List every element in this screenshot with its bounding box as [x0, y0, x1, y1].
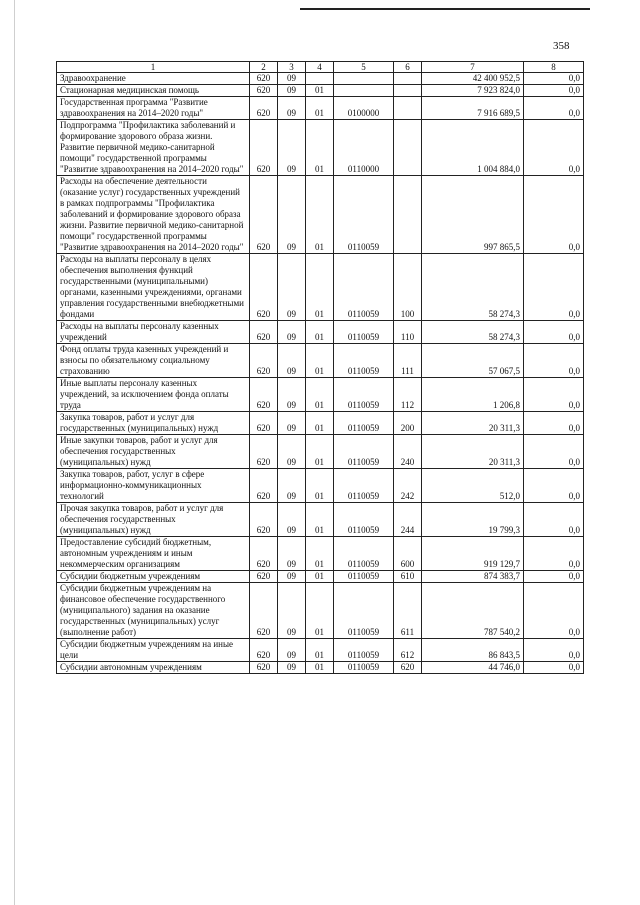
row-name-cell: Иные закупки товаров, работ и услуг для обеспечения государственных (муниципальных) нужд — [57, 435, 250, 469]
row-value-cell: 20 311,3 — [422, 435, 524, 469]
column-header: 4 — [306, 62, 334, 73]
row-value-cell: 0,0 — [524, 662, 584, 674]
row-value-cell: 01 — [306, 412, 334, 435]
row-value-cell: 620 — [250, 639, 278, 662]
row-value-cell: 01 — [306, 537, 334, 571]
row-value-cell: 86 843,5 — [422, 639, 524, 662]
row-value-cell: 57 067,5 — [422, 344, 524, 378]
row-value-cell: 0,0 — [524, 469, 584, 503]
row-value-cell: 0110059 — [334, 639, 394, 662]
row-value-cell: 612 — [394, 639, 422, 662]
row-value-cell: 01 — [306, 120, 334, 176]
row-name-cell: Предоставление субсидий бюджетным, автономным учреждениям и иным некоммерческим организациям — [57, 537, 250, 571]
budget-table — [56, 61, 584, 674]
row-value-cell — [394, 176, 422, 254]
row-value-cell: 0100000 — [334, 97, 394, 120]
row-value-cell: 620 — [250, 97, 278, 120]
row-value-cell: 620 — [250, 469, 278, 503]
row-value-cell: 240 — [394, 435, 422, 469]
row-name-cell: Закупка товаров, работ и услуг для государственных (муниципальных) нужд — [57, 412, 250, 435]
row-value-cell: 01 — [306, 176, 334, 254]
row-value-cell: 0110059 — [334, 321, 394, 344]
row-value-cell: 110 — [394, 321, 422, 344]
row-value-cell: 42 400 952,5 — [422, 73, 524, 85]
row-value-cell: 874 383,7 — [422, 571, 524, 583]
row-value-cell: 112 — [394, 378, 422, 412]
row-value-cell: 01 — [306, 639, 334, 662]
row-value-cell: 620 — [250, 435, 278, 469]
row-value-cell: 610 — [394, 571, 422, 583]
row-name-cell: Расходы на обеспечение деятельности (оказание услуг) государственных учреждений в рамках подпрограммы "Профилактика заболеваний и формирование здорового образа жизни. Развитие первичной медико-санитарной помощи" государственной программы "Развитие здравоохранения на 2014–2020 годы" — [57, 176, 250, 254]
row-value-cell: 620 — [250, 321, 278, 344]
row-value-cell: 620 — [250, 503, 278, 537]
row-value-cell: 620 — [250, 344, 278, 378]
row-value-cell: 09 — [278, 378, 306, 412]
row-value-cell: 09 — [278, 321, 306, 344]
table-row — [57, 583, 584, 639]
row-value-cell: 0,0 — [524, 321, 584, 344]
row-value-cell: 0,0 — [524, 85, 584, 97]
row-value-cell: 01 — [306, 85, 334, 97]
row-value-cell — [306, 73, 334, 85]
row-value-cell: 09 — [278, 97, 306, 120]
row-value-cell: 09 — [278, 120, 306, 176]
row-name-cell: Прочая закупка товаров, работ и услуг для обеспечения государственных (муниципальных) нужд — [57, 503, 250, 537]
row-value-cell: 09 — [278, 85, 306, 97]
row-name-cell: Стационарная медицинская помощь — [57, 85, 250, 97]
row-value-cell: 0,0 — [524, 97, 584, 120]
row-value-cell: 01 — [306, 571, 334, 583]
row-value-cell: 0110059 — [334, 469, 394, 503]
row-value-cell: 09 — [278, 73, 306, 85]
row-value-cell: 600 — [394, 537, 422, 571]
row-value-cell: 620 — [250, 120, 278, 176]
row-value-cell — [334, 73, 394, 85]
row-value-cell — [394, 97, 422, 120]
row-value-cell — [394, 73, 422, 85]
row-value-cell: 01 — [306, 321, 334, 344]
row-value-cell: 0,0 — [524, 254, 584, 321]
row-value-cell: 919 129,7 — [422, 537, 524, 571]
row-name-cell: Субсидии бюджетным учреждениям — [57, 571, 250, 583]
row-value-cell: 0110000 — [334, 120, 394, 176]
row-value-cell: 0110059 — [334, 503, 394, 537]
column-header: 6 — [394, 62, 422, 73]
row-value-cell: 0110059 — [334, 176, 394, 254]
row-value-cell: 620 — [250, 583, 278, 639]
scan-edge-line — [14, 0, 15, 905]
row-value-cell: 58 274,3 — [422, 321, 524, 344]
row-value-cell: 200 — [394, 412, 422, 435]
table-row — [57, 85, 584, 97]
row-value-cell: 620 — [394, 662, 422, 674]
row-value-cell: 620 — [250, 571, 278, 583]
row-value-cell: 0110059 — [334, 378, 394, 412]
row-name-cell: Фонд оплаты труда казенных учреждений и взносы по обязательному социальному страхованию — [57, 344, 250, 378]
row-value-cell: 09 — [278, 254, 306, 321]
table-row — [57, 73, 584, 85]
column-header: 2 — [250, 62, 278, 73]
row-name-cell: Закупка товаров, работ, услуг в сфере информационно-коммуникационных технологий — [57, 469, 250, 503]
row-name-cell: Иные выплаты персоналу казенных учреждений, за исключением фонда оплаты труда — [57, 378, 250, 412]
row-name-cell: Субсидии бюджетным учреждениям на финансовое обеспечение государственного (муниципального) задания на оказание государственных (муниципальных) услуг (выполнение работ) — [57, 583, 250, 639]
column-header: 3 — [278, 62, 306, 73]
table-row — [57, 537, 584, 571]
row-value-cell: 01 — [306, 378, 334, 412]
row-value-cell: 620 — [250, 73, 278, 85]
row-value-cell: 787 540,2 — [422, 583, 524, 639]
table-row — [57, 378, 584, 412]
row-value-cell: 0,0 — [524, 120, 584, 176]
row-value-cell: 09 — [278, 344, 306, 378]
table-row — [57, 344, 584, 378]
row-value-cell: 0110059 — [334, 254, 394, 321]
row-value-cell: 09 — [278, 537, 306, 571]
row-value-cell: 620 — [250, 662, 278, 674]
column-header: 8 — [524, 62, 584, 73]
row-value-cell: 0110059 — [334, 412, 394, 435]
row-value-cell: 0,0 — [524, 537, 584, 571]
row-value-cell: 0,0 — [524, 639, 584, 662]
row-value-cell: 0,0 — [524, 344, 584, 378]
table-row — [57, 469, 584, 503]
row-value-cell: 09 — [278, 662, 306, 674]
row-value-cell — [394, 120, 422, 176]
row-value-cell: 620 — [250, 254, 278, 321]
row-value-cell: 7 923 824,0 — [422, 85, 524, 97]
row-value-cell: 58 274,3 — [422, 254, 524, 321]
row-value-cell: 0,0 — [524, 378, 584, 412]
table-row — [57, 662, 584, 674]
row-name-cell: Здравоохранение — [57, 73, 250, 85]
row-value-cell: 0,0 — [524, 73, 584, 85]
row-value-cell: 01 — [306, 662, 334, 674]
row-value-cell — [334, 85, 394, 97]
row-value-cell: 09 — [278, 583, 306, 639]
row-value-cell: 997 865,5 — [422, 176, 524, 254]
row-name-cell: Субсидии автономным учреждениям — [57, 662, 250, 674]
table-row — [57, 435, 584, 469]
row-name-cell: Подпрограмма "Профилактика заболеваний и формирование здорового образа жизни. Развитие первичной медико-санитарной помощи" государственной программы "Развитие здравоохранения на 2014–2020 годы" — [57, 120, 250, 176]
row-name-cell: Расходы на выплаты персоналу казенных учреждений — [57, 321, 250, 344]
row-value-cell: 01 — [306, 469, 334, 503]
row-value-cell: 242 — [394, 469, 422, 503]
column-header: 1 — [57, 62, 250, 73]
row-value-cell: 0110059 — [334, 583, 394, 639]
row-value-cell: 09 — [278, 503, 306, 537]
row-value-cell: 09 — [278, 639, 306, 662]
row-value-cell: 244 — [394, 503, 422, 537]
row-value-cell: 512,0 — [422, 469, 524, 503]
row-value-cell: 620 — [250, 176, 278, 254]
row-value-cell: 620 — [250, 412, 278, 435]
column-header: 7 — [422, 62, 524, 73]
row-value-cell: 0,0 — [524, 571, 584, 583]
row-value-cell: 100 — [394, 254, 422, 321]
row-value-cell — [394, 85, 422, 97]
row-value-cell: 111 — [394, 344, 422, 378]
top-rule — [300, 8, 590, 10]
table-row — [57, 412, 584, 435]
row-name-cell: Субсидии бюджетным учреждениям на иные цели — [57, 639, 250, 662]
table-row — [57, 120, 584, 176]
row-value-cell: 09 — [278, 469, 306, 503]
row-value-cell: 620 — [250, 537, 278, 571]
row-value-cell: 19 799,3 — [422, 503, 524, 537]
row-value-cell: 09 — [278, 412, 306, 435]
row-value-cell: 09 — [278, 571, 306, 583]
row-name-cell: Расходы на выплаты персоналу в целях обеспечения выполнения функций государственными (муниципальными) органами, казенными учреждениями, органами управления государственными внебюджетными фондами — [57, 254, 250, 321]
table-row — [57, 503, 584, 537]
table-row — [57, 97, 584, 120]
row-value-cell: 0,0 — [524, 583, 584, 639]
row-value-cell: 0110059 — [334, 537, 394, 571]
row-value-cell: 20 311,3 — [422, 412, 524, 435]
row-value-cell: 09 — [278, 435, 306, 469]
row-value-cell: 01 — [306, 503, 334, 537]
row-value-cell: 01 — [306, 254, 334, 321]
table-row — [57, 254, 584, 321]
row-value-cell: 01 — [306, 97, 334, 120]
row-value-cell: 0,0 — [524, 412, 584, 435]
row-value-cell: 620 — [250, 85, 278, 97]
row-value-cell: 0,0 — [524, 503, 584, 537]
row-value-cell: 0,0 — [524, 176, 584, 254]
row-value-cell: 0110059 — [334, 662, 394, 674]
table-body — [57, 73, 584, 674]
row-value-cell: 0110059 — [334, 571, 394, 583]
row-value-cell: 01 — [306, 583, 334, 639]
row-value-cell: 0110059 — [334, 435, 394, 469]
row-value-cell: 01 — [306, 435, 334, 469]
column-header: 5 — [334, 62, 394, 73]
row-value-cell: 620 — [250, 378, 278, 412]
row-name-cell: Государственная программа "Развитие здравоохранения на 2014–2020 годы" — [57, 97, 250, 120]
row-value-cell: 7 916 689,5 — [422, 97, 524, 120]
row-value-cell: 09 — [278, 176, 306, 254]
table-row — [57, 176, 584, 254]
row-value-cell: 0110059 — [334, 344, 394, 378]
page-number: 358 — [553, 40, 570, 52]
table-row — [57, 639, 584, 662]
row-value-cell: 611 — [394, 583, 422, 639]
column-number-row — [57, 62, 584, 73]
table-row — [57, 571, 584, 583]
row-value-cell: 0,0 — [524, 435, 584, 469]
row-value-cell: 01 — [306, 344, 334, 378]
table-row — [57, 321, 584, 344]
row-value-cell: 1 206,8 — [422, 378, 524, 412]
row-value-cell: 44 746,0 — [422, 662, 524, 674]
row-value-cell: 1 004 884,0 — [422, 120, 524, 176]
